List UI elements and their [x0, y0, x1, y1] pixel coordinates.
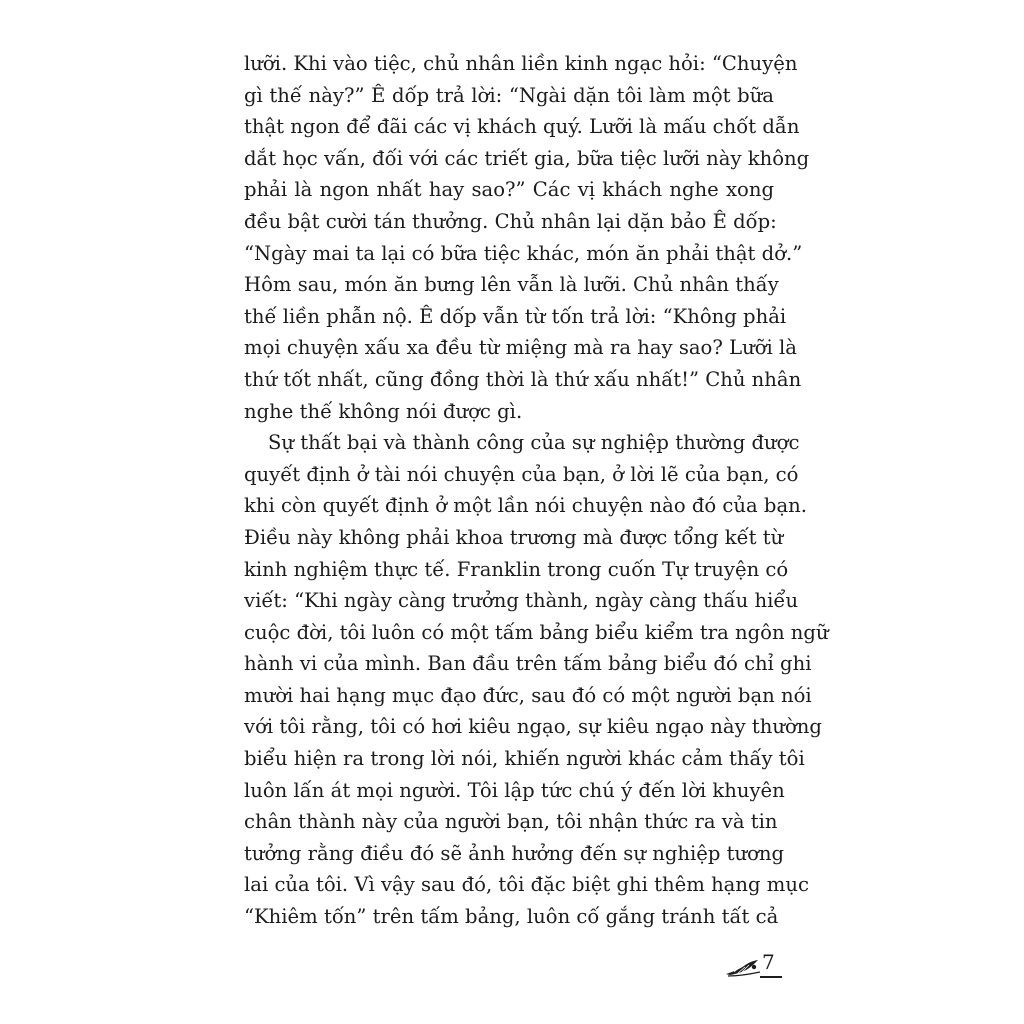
text-line: hành vi của mình. Ban đầu trên tấm bảng biểu đó chỉ ghi — [244, 652, 812, 676]
text-line: gì thế này?” Ê dốp trả lời: “Ngài dặn tôi làm một bữa — [244, 83, 774, 107]
page-number: 7 — [762, 950, 775, 974]
text-line: thế liền phẫn nộ. Ê dốp vẫn từ tốn trả lời: “Không phải — [244, 304, 787, 328]
text-line: lai của tôi. Vì vậy sau đó, tôi đặc biệt ghi thêm hạng mục — [244, 873, 809, 897]
paragraph-1 — [244, 48, 810, 427]
text-line: thứ tốt nhất, cũng đồng thời là thứ xấu nhất!” Chủ nhân — [244, 367, 802, 391]
text-line: phải là ngon nhất hay sao?” Các vị khách nghe xong — [244, 178, 774, 202]
text-line: mọi chuyện xấu xa đều từ miệng mà ra hay sao? Lưỡi là — [244, 336, 797, 360]
text-line: viết: “Khi ngày càng trưởng thành, ngày càng thấu hiểu — [244, 589, 799, 613]
text-line: với tôi rằng, tôi có hơi kiêu ngạo, sự kiêu ngạo này thường — [244, 715, 822, 739]
text-line: “Khiêm tốn” trên tấm bảng, luôn cố gắng tránh tất cả — [244, 905, 779, 929]
text-line: kinh nghiệm thực tế. Franklin trong cuốn Tự truyện có — [244, 557, 789, 581]
page-footer — [724, 950, 784, 984]
text-line: chân thành này của người bạn, tôi nhận thức ra và tin — [244, 810, 778, 834]
text-line: tưởng rằng điều đó sẽ ảnh hưởng đến sự nghiệp tương — [244, 841, 785, 865]
feather-quill-icon — [724, 956, 764, 980]
text-line: đều bật cười tán thưởng. Chủ nhân lại dặn bảo Ê dốp: — [244, 209, 777, 233]
paragraph-2 — [244, 427, 829, 933]
text-line: mười hai hạng mục đạo đức, sau đó có một người bạn nói — [244, 683, 812, 707]
text-line: cuộc đời, tôi luôn có một tấm bảng biểu kiểm tra ngôn ngữ — [244, 620, 829, 644]
text-line: “Ngày mai ta lại có bữa tiệc khác, món ăn phải thật dở.” — [244, 241, 803, 265]
text-line: luôn lấn át mọi người. Tôi lập tức chú ý đến lời khuyên — [244, 778, 785, 802]
text-line: nghe thế không nói được gì. — [244, 399, 523, 423]
text-line: dắt học vấn, đối với các triết gia, bữa tiệc lưỡi này không — [244, 146, 810, 170]
text-line: quyết định ở tài nói chuyện của bạn, ở lời lẽ của bạn, có — [244, 462, 799, 486]
text-line: thật ngon để đãi các vị khách quý. Lưỡi là mấu chốt dẫn — [244, 115, 800, 139]
text-line: Điều này không phải khoa trương mà được tổng kết từ — [244, 525, 784, 549]
page-number-underline — [760, 976, 782, 978]
text-line: khi còn quyết định ở một lần nói chuyện nào đó của bạn. — [244, 494, 807, 518]
text-line: biểu hiện ra trong lời nói, khiến người khác cảm thấy tôi — [244, 747, 805, 771]
text-line: Hôm sau, món ăn bưng lên vẫn là lưỡi. Chủ nhân thấy — [244, 273, 779, 297]
body-text — [244, 48, 829, 933]
text-line: lưỡi. Khi vào tiệc, chủ nhân liền kinh ngạc hỏi: “Chuyện — [244, 52, 798, 75]
text-line: Sự thất bại và thành công của sự nghiệp thường được — [268, 431, 800, 455]
